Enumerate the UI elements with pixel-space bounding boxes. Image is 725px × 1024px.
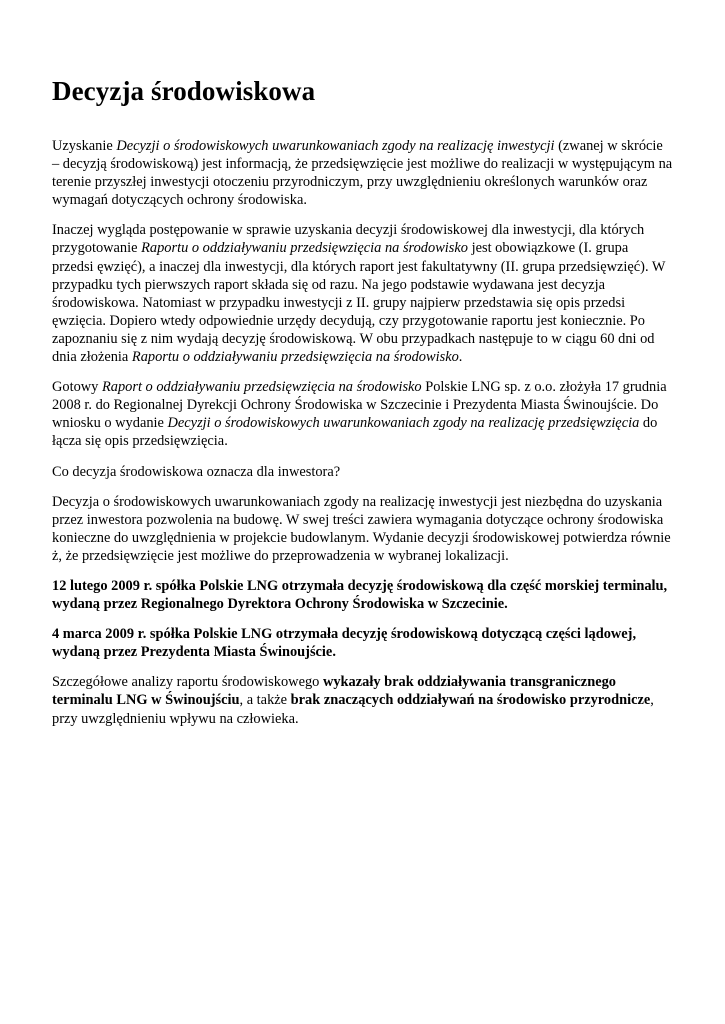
paragraph-analysis-text-3: , przy uwzględnieniu wpływu na człowieka. (52, 692, 654, 727)
decision-title-italic-2: Decyzji o środowiskowych uwarunkowaniach zgody na realizację przedsięwzięcia (167, 415, 640, 432)
paragraph-decision-land-part: 4 marca 2009 r. spółka Polskie LNG otrzymała decyzję środowiskową dotyczącą części lądowej, wydaną przez Prezydenta Miasta Świnoujście. (52, 626, 637, 661)
analysis-bold-1: wykazały brak oddziaływania transgranicznego terminalu LNG w Świnoujściu (52, 674, 616, 709)
paragraph-report-text-2: Polskie LNG sp. z o.o. złożyła 17 grudnia 2008 r. do Regionalnej Dyrekcji Ochrony Środowiska w Szczecinie i Prezydenta Miasta Świnoujście. Do wniosku o wydanie (52, 379, 667, 432)
paragraph-analysis (52, 673, 673, 727)
paragraph-report-submission (52, 378, 673, 450)
decision-title-italic: Decyzji o środowiskowych uwarunkowaniach zgody na realizację inwestycji (116, 138, 555, 154)
paragraph-report-text-3: do łącza się opis przedsięwzięcia. (52, 415, 658, 450)
paragraph-question: Co decyzja środowiskowa oznacza dla inwestora? (52, 463, 341, 480)
paragraph-analysis-text-1: Szczegółowe analizy raportu środowiskowego (52, 674, 323, 691)
paragraph-procedure (52, 221, 673, 366)
paragraph-decision-sea-part: 12 lutego 2009 r. spółka Polskie LNG otrzymała decyzję środowiskową dla część morskiej terminalu, wydaną przez Regionalnego Dyrektora Ochrony Środowiska w Szczecinie. (52, 577, 668, 613)
report-title-italic-2: Raportu o oddziaływaniu przedsięwzięcia na środowisko (131, 349, 459, 366)
page-title: Decyzja środowiskowa (52, 76, 316, 106)
report-title-italic-3: Raport o oddziaływaniu przedsięwzięcia na środowisko (101, 379, 422, 396)
paragraph-intro (52, 137, 673, 209)
paragraph-intro-text-2: (zwanej w skrócie – decyzją środowiskową) jest informacją, że przedsięwzięcie jest możliwe do realizacji w występującym na terenie przyszłej inwestycji otoczeniu przyrodniczym, przy uwzględnieniu określonych warunków oraz wymagań dotyczących ochrony środowiska. (52, 138, 673, 209)
paragraph-procedure-text-1: Inaczej wygląda postępowanie w sprawie uzyskania decyzji środowiskowej dla inwestycji, dla których przygotowanie (52, 222, 645, 257)
paragraph-investor-meaning: Decyzja o środowiskowych uwarunkowaniach zgody na realizację inwestycji jest niezbędna do uzyskania przez inwestora pozwolenia na budowę. W swej treści zawiera wymagania dotyczące ochrony środowiska konieczne do uwzględnienia w projekcie budowlanym. Wydanie decyzji środowiskowej potwierdza równie ż, że przedsięwzięcie jest możliwe do przeprowadzenia w wybranej lokalizacji. (52, 493, 671, 564)
paragraph-report-text-1: Gotowy (52, 379, 102, 396)
paragraph-procedure-text-2: jest obowiązkowe (I. grupa przedsi ęwzięć), a inaczej dla inwestycji, dla których raport jest fakultatywny (II. grupa przedsięwzięć). W przypadku tych pierwszych raport składa się od razu. Na jego podstawie wydawana jest decyzja środowiskowa. Natomiast w przypadku inwestycji z II. grupy najpierw przedstawia się opis przedsi ęwzięcia. Dopiero wtedy odpowiednie urzędy decydują, czy przygotowanie raportu jest koniecznie. Po zapoznaniu się z nim wydają decyzję środowiskową. W obu przypadkach następuje to w ciągu 60 dni od dnia złożenia (52, 240, 666, 366)
paragraph-analysis-text-2: , a także (239, 692, 291, 709)
analysis-bold-2: brak znaczących oddziaływań na środowisko przyrodnicze (290, 692, 651, 709)
paragraph-procedure-text-3: . (458, 349, 463, 366)
report-title-italic-1: Raportu o oddziaływaniu przedsięwzięcia na środowisko (141, 240, 468, 257)
paragraph-intro-text-1: Uzyskanie (52, 138, 117, 154)
